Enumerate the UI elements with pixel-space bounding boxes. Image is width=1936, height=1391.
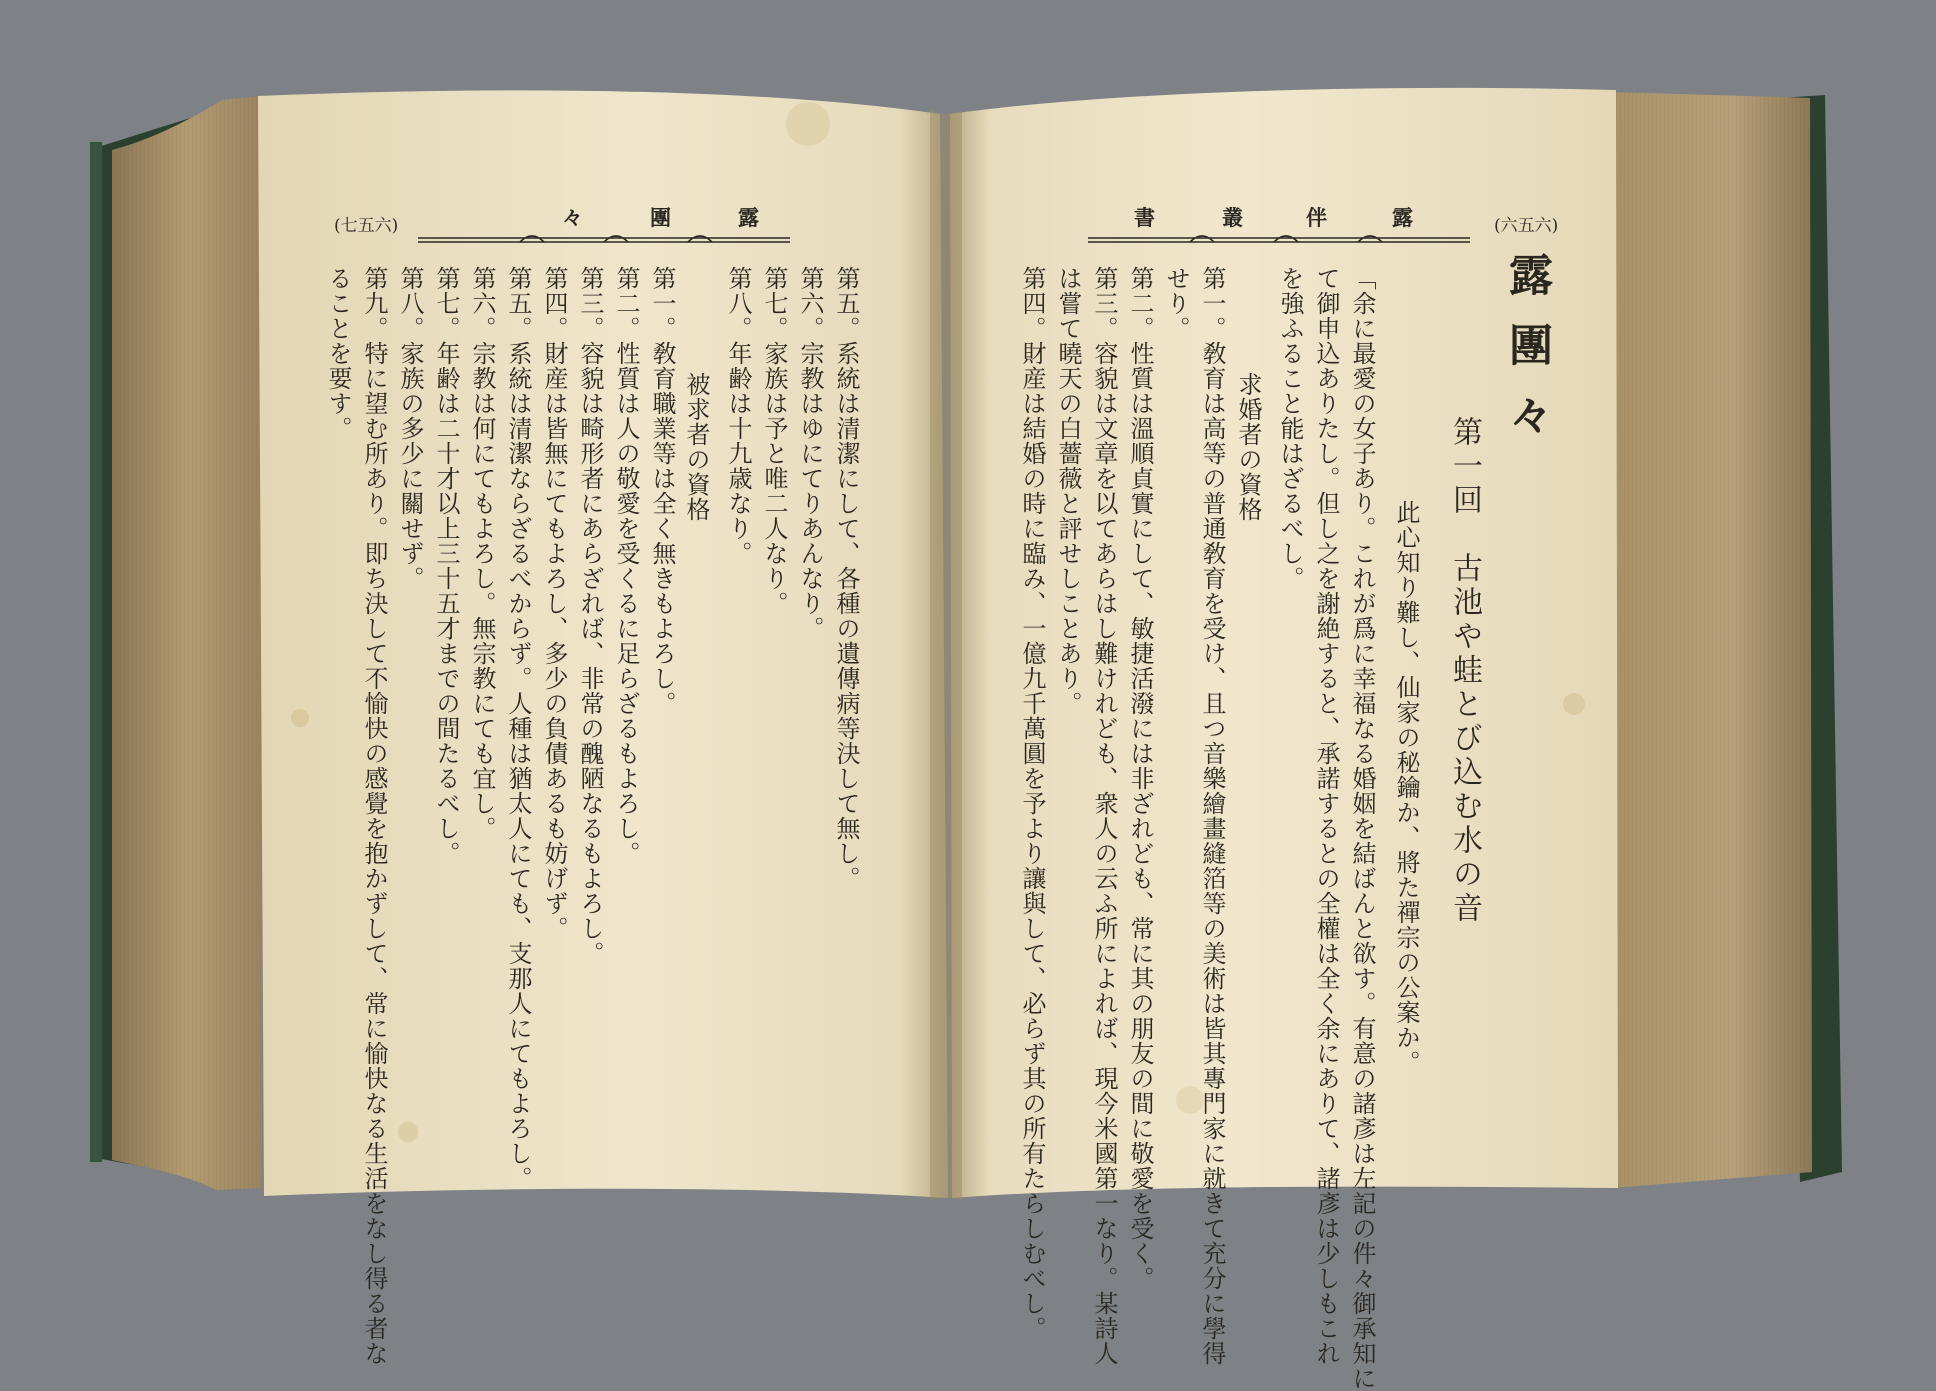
text-line: 第八。年齢は十九歳なり。 <box>724 266 752 566</box>
text-line: を強ふること能はざるべし。 <box>1276 266 1304 591</box>
right-running-head-char: 伴 <box>1306 205 1329 230</box>
chapter-heading: 第一回 古池や蛙とび込む水の音 <box>1447 416 1482 926</box>
text-line: 第六。宗教は何にてもよろし。無宗教にても宜し。 <box>468 266 496 841</box>
text-line: 第四。財産は結婚の時に臨み、一億九千萬圓を予より讓與して、必らず其の所有たらしむべし。 <box>1018 266 1046 1341</box>
text-line: 「余に最愛の女子あり。これが爲に幸福なる婚姻を結ばんと欲す。有意の諸彥は左記の件々御承知に <box>1348 266 1376 1391</box>
text-line: 第一。敎育職業等は全く無きもよろし。 <box>648 266 676 716</box>
text-line: は嘗て曉天の白薔薇と評せしことあり。 <box>1054 266 1082 716</box>
text-line: 第七。家族は予と唯二人なり。 <box>760 266 788 616</box>
text-line: 第二。性質は溫順貞實にして、敏捷活潑には非ざれども、常に其の朋友の間に敬愛を受く。 <box>1126 266 1154 1291</box>
text-line: 第八。家族の多少に關せず。 <box>396 266 424 591</box>
right-running-head-char: 叢 <box>1222 205 1245 230</box>
section-heading: 被求者の資格 <box>682 372 710 522</box>
text-line: 第五。系統は清潔にして、各種の遺傳病等決して無し。 <box>832 266 860 891</box>
text-line: 第七。年齢は二十才以上三十五才までの間たるべし。 <box>432 266 460 866</box>
text-line: 第五。系統は清潔ならざるべからず。人種は猶太人にても、支那人にてもよろし。 <box>504 266 532 1191</box>
text-line: せり。 <box>1162 266 1190 341</box>
text-line: 第三。容貌は文章を以てあらはし難けれども、衆人の云ふ所によれば、現今米國第一なり。某詩人 <box>1090 266 1118 1366</box>
text-line: 第四。財産は皆無にてもよろし、多少の負債あるも妨げず。 <box>540 266 568 941</box>
left-page-number: (七五六) <box>334 216 399 236</box>
text-line: 第一。敎育は高等の普通敎育を受け、且つ音樂繪畫縫箔等の美術は皆其專門家に就きて充分に學得 <box>1198 266 1226 1366</box>
section-heading: 求婚者の資格 <box>1234 372 1262 522</box>
text-line: 第二。性質は人の敬愛を受くるに足らざるもよろし。 <box>612 266 640 866</box>
text-line: 第九。特に望む所あり。即ち決して不愉快の感覺を抱かずして、常に愉快なる生活をなし得る者な <box>360 266 388 1366</box>
text-line: 第六。宗教はゆにてりあんなり。 <box>796 266 824 641</box>
right-page-number: (六五六) <box>1494 216 1559 236</box>
text-line: 第三。容貌は畸形者にあらざれば、非常の醜陋なるもよろし。 <box>576 266 604 966</box>
epigraph-line: 此心知り難し、仙家の秘鑰か、將た禪宗の公案か。 <box>1392 500 1420 1075</box>
right-running-head-char: 書 <box>1134 205 1157 230</box>
text-line: ることを要す。 <box>324 266 352 441</box>
text-line: て御申込ありたし。但し之を謝絶すると、承諾するとの全權は全く余にありて、諸彥は少しもこれ <box>1312 266 1340 1366</box>
right-running-head-char: 露 <box>1392 205 1415 230</box>
left-running-head-char: 々 <box>562 205 585 230</box>
left-running-head-char: 露 <box>738 205 761 230</box>
book-title: 露團々 <box>1501 252 1552 462</box>
left-running-head-char: 團 <box>650 205 673 230</box>
